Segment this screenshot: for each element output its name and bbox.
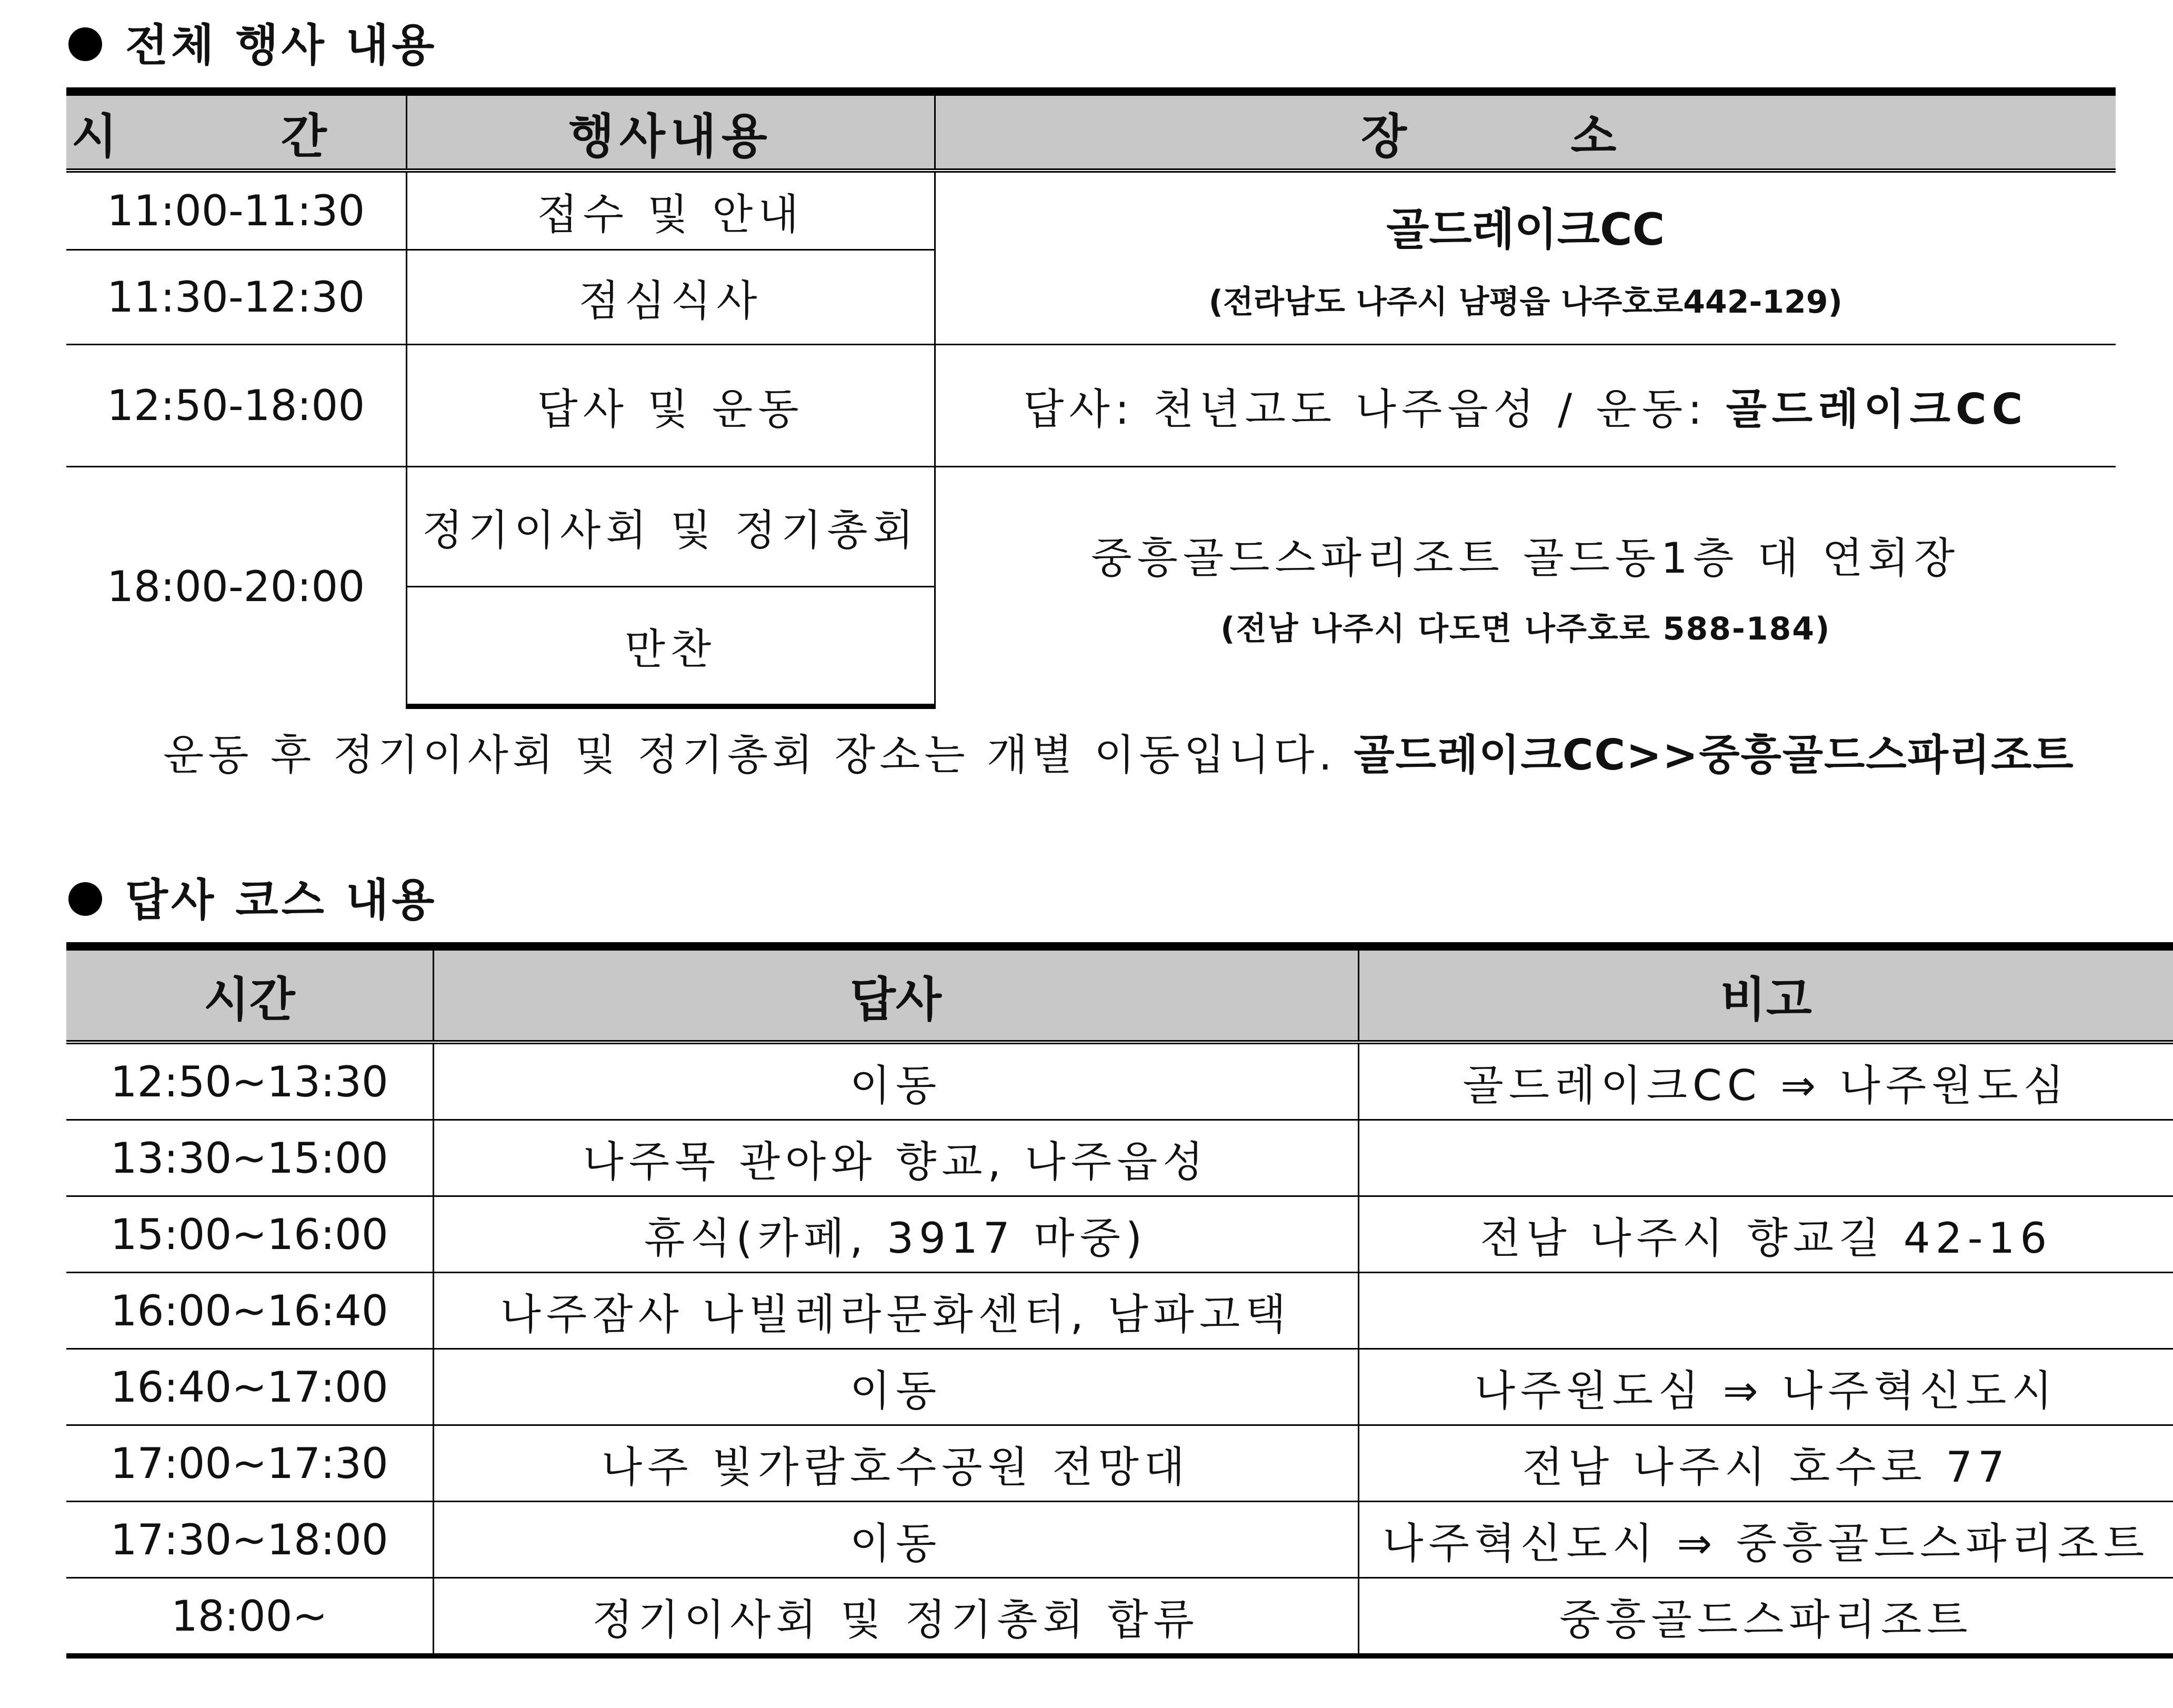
section-title-text: 전체 행사 내용 [125, 19, 438, 71]
golf-name: 골드레이크CC [1386, 203, 1665, 255]
tour-cell: 나주 빛가람호수공원 전망대 [433, 1425, 1358, 1502]
section-title-event-overview [68, 19, 438, 71]
table-row [66, 1196, 2173, 1273]
place-cell-golf [935, 171, 2116, 344]
content-cell: 답사 및 운동 [406, 344, 935, 466]
bullet-icon [68, 882, 102, 916]
remark-cell: 나주원도심 ⇒ 나주혁신도시 [1358, 1349, 2173, 1425]
table-header-row [66, 946, 2173, 1042]
section-title-text: 답사 코스 내용 [125, 874, 438, 926]
tour-cell: 이동 [433, 1349, 1358, 1425]
time-cell: 12:50~13:30 [66, 1042, 433, 1120]
time-cell: 16:00~16:40 [66, 1273, 433, 1349]
event-schedule-table [66, 87, 2116, 709]
header-time: 시 간 [66, 92, 406, 171]
tour-place-text: 답사: 천년고도 나주읍성 / 운동: [1023, 384, 1726, 434]
tour-cell: 이동 [433, 1042, 1358, 1120]
remark-cell [1358, 1120, 2173, 1196]
tour-cell: 나주잠사 나빌레라문화센터, 남파고택 [433, 1273, 1358, 1349]
table-row [66, 1349, 2173, 1425]
header-remark: 비고 [1358, 946, 2173, 1042]
tour-cell: 이동 [433, 1502, 1358, 1578]
time-cell: 17:00~17:30 [66, 1425, 433, 1502]
place-cell-resort [935, 466, 2116, 706]
golf-address: (전라남도 나주시 남평읍 나주호로442-129) [1208, 283, 1842, 321]
section-title-tour-course [68, 874, 438, 926]
remark-cell: 전남 나주시 호수로 77 [1358, 1425, 2173, 1502]
table-row [66, 1042, 2173, 1120]
table-row [66, 1273, 2173, 1349]
remark-cell: 전남 나주시 향교길 42-16 [1358, 1196, 2173, 1273]
header-content: 행사내용 [406, 92, 935, 171]
time-cell: 17:30~18:00 [66, 1502, 433, 1578]
content-cell: 점심식사 [406, 249, 935, 344]
resort-address: (전남 나주시 다도면 나주호로 588-184) [1220, 611, 1831, 648]
time-cell: 16:40~17:00 [66, 1349, 433, 1425]
header-time: 시간 [66, 946, 433, 1042]
tour-cell: 나주목 관아와 향교, 나주읍성 [433, 1120, 1358, 1196]
table-row [66, 1578, 2173, 1656]
note-route: 골드레이크CC>>중흥골드스파리조트 [1354, 731, 2075, 780]
time-cell: 12:50-18:00 [66, 344, 406, 466]
remark-cell [1358, 1273, 2173, 1349]
time-cell: 11:30-12:30 [66, 249, 406, 344]
remark-cell: 골드레이크CC ⇒ 나주원도심 [1358, 1042, 2173, 1120]
remark-cell: 나주혁신도시 ⇒ 중흥골드스파리조트 [1358, 1502, 2173, 1578]
note-prefix: 운동 후 정기이사회 및 정기총회 장소는 개별 이동입니다. [163, 731, 1354, 780]
content-cell: 만찬 [406, 586, 935, 706]
time-cell: 15:00~16:00 [66, 1196, 433, 1273]
header-tour: 답사 [433, 946, 1358, 1042]
content-cell: 접수 및 안내 [406, 171, 935, 249]
note-text [163, 731, 2075, 780]
tour-course-table [66, 942, 2173, 1659]
time-cell: 18:00-20:00 [66, 466, 406, 706]
place-cell-tour [935, 344, 2116, 466]
remark-cell: 중흥골드스파리조트 [1358, 1578, 2173, 1656]
header-place: 장 소 [935, 92, 2116, 171]
table-row [66, 344, 2116, 466]
table-row [66, 1425, 2173, 1502]
bullet-icon [68, 27, 102, 61]
tour-cell: 휴식(카페, 3917 마중) [433, 1196, 1358, 1273]
time-cell: 11:00-11:30 [66, 171, 406, 249]
tour-cell: 정기이사회 및 정기총회 합류 [433, 1578, 1358, 1656]
time-cell: 13:30~15:00 [66, 1120, 433, 1196]
table-row [66, 1120, 2173, 1196]
time-cell: 18:00~ [66, 1578, 433, 1656]
resort-name: 중흥골드스파리조트 골드동1층 대 연회장 [1091, 534, 1960, 583]
table-row [66, 466, 2116, 586]
table-header-row [66, 92, 2116, 171]
table-row [66, 1502, 2173, 1578]
content-cell: 정기이사회 및 정기총회 [406, 466, 935, 586]
table-row [66, 171, 2116, 249]
tour-golf-name: 골드레이크CC [1726, 384, 2028, 434]
